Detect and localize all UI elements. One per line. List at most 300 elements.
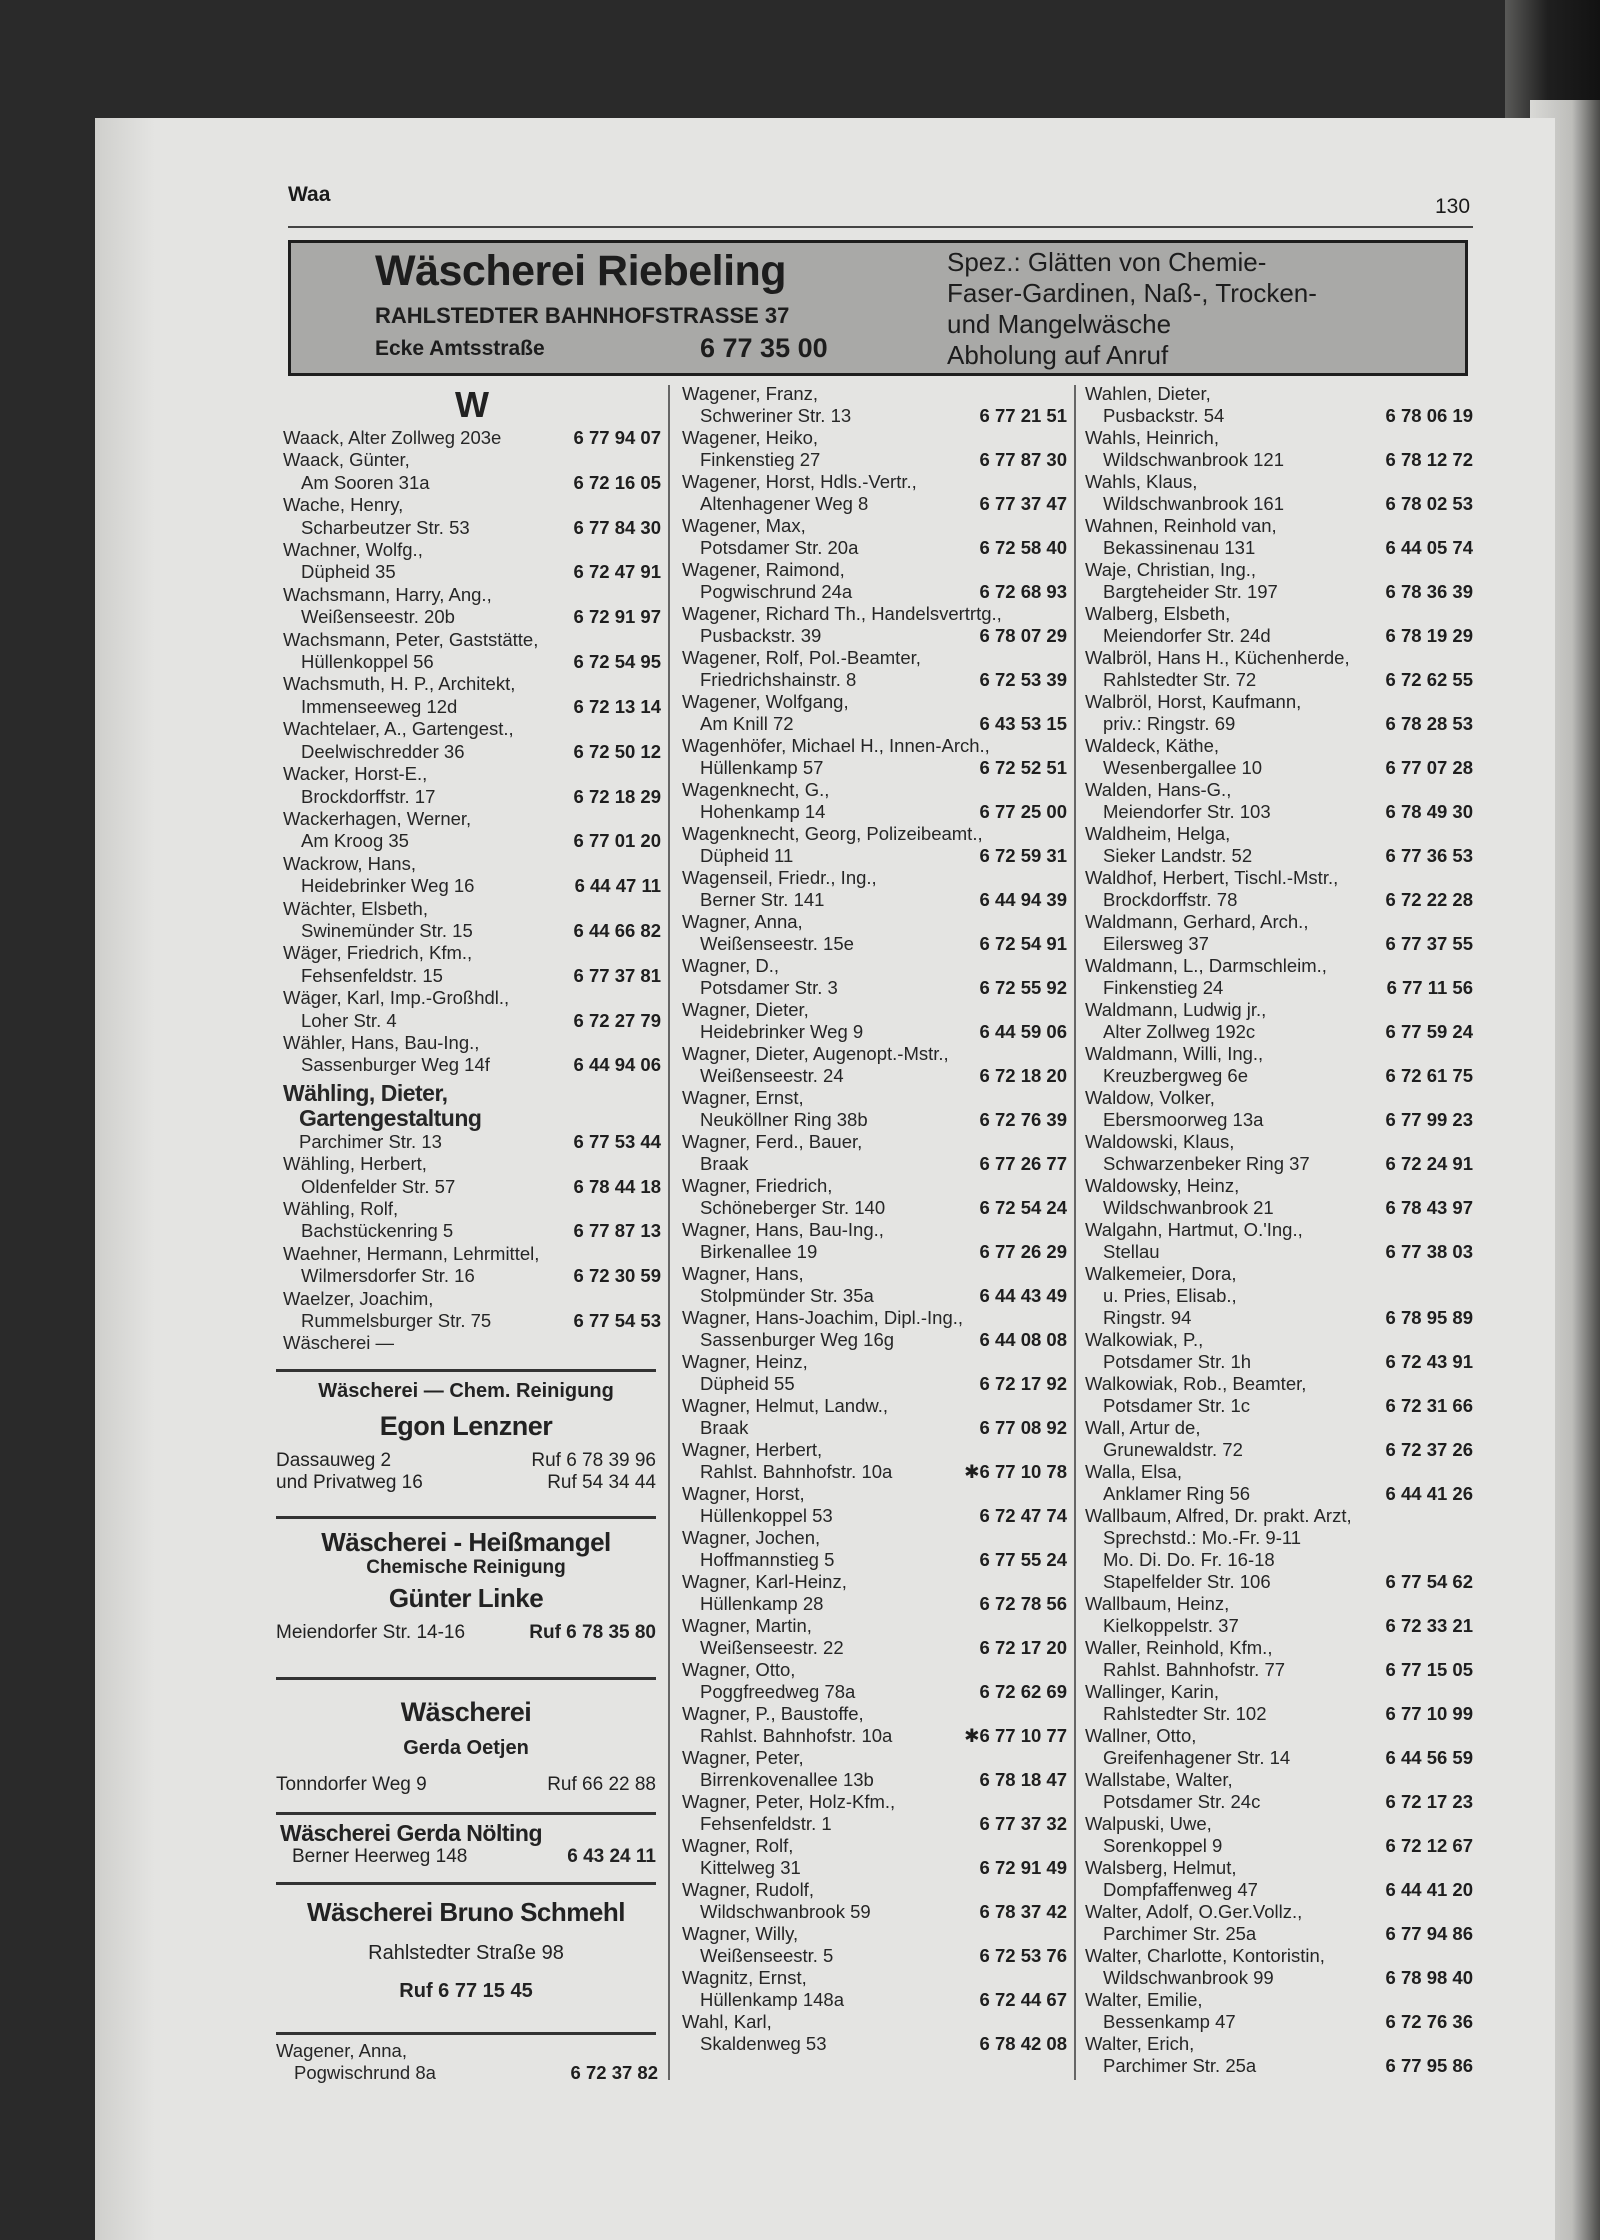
listing-entry: [283, 987, 661, 1032]
listing-entry: [1085, 1813, 1473, 1857]
entry-name: Wagner, Dieter, Augenopt.-Mstr.,: [682, 1043, 949, 1064]
entry-phone: 6 72 43 91: [1385, 1351, 1473, 1372]
entry-phone: 6 44 08 08: [979, 1329, 1067, 1350]
listing-entry: [283, 449, 661, 494]
entry-name: Wagner, Jochen,: [682, 1527, 821, 1548]
listing-entry: [1085, 1725, 1473, 1769]
listing-entry: [1085, 1945, 1473, 1989]
banner-ad: [288, 240, 1468, 376]
listing-entry: [283, 763, 661, 808]
banner-spec-line: Faser-Gardinen, Naß-, Trocken-: [947, 278, 1317, 308]
ad-schmehl: [276, 1896, 656, 2006]
ad-rule: [276, 1812, 656, 1815]
entry-name: Wagner, Willy,: [682, 1923, 799, 1944]
entry-name: Wähler, Hans, Bau-Ing.,: [283, 1031, 480, 1053]
entry-phone: 6 72 53 76: [979, 1945, 1067, 1966]
ad-address: Tonndorfer Weg 9: [276, 1774, 427, 1795]
listing-entry: [283, 1332, 661, 1354]
listing-entry: [682, 911, 1067, 955]
entry-address: Wildschwanbrook 161: [1103, 493, 1284, 514]
entry-address: Pusbackstr. 39: [700, 625, 822, 646]
entry-phone: 6 72 18 20: [979, 1065, 1067, 1086]
entry-name: Wagner, Helmut, Landw.,: [682, 1395, 889, 1416]
entry-name: Wagner, Dieter,: [682, 999, 809, 1020]
entry-name: Wache, Henry,: [283, 494, 404, 516]
entry-address: Wildschwanbrook 59: [700, 1901, 871, 1922]
entry-phone: 6 77 07 28: [1385, 757, 1473, 778]
listing-entry: [682, 1615, 1067, 1659]
entry-phone: 6 78 36 39: [1385, 581, 1473, 602]
entry-name: Wagner, Rudolf,: [682, 1879, 814, 1900]
entry-phone: 6 78 12 72: [1385, 449, 1473, 470]
entry-phone: 6 43 53 15: [979, 713, 1067, 734]
entry-name: Wagner, Hans, Bau-Ing.,: [682, 1219, 884, 1240]
entry-name: Walgahn, Hartmut, O.'Ing.,: [1085, 1219, 1303, 1240]
listing-entry: [682, 1131, 1067, 1175]
entry-name: Wagner, Otto,: [682, 1659, 796, 1680]
entry-name: Wagener, Max,: [682, 515, 806, 536]
entry-name: Wahlen, Dieter,: [1085, 383, 1211, 404]
listing-entry: [682, 427, 1067, 471]
listing-entry: [283, 427, 661, 449]
listing-entry: [682, 647, 1067, 691]
entry-address: Rahlstedter Str. 72: [1103, 669, 1257, 690]
entry-name: Waack, Alter Zollweg 203e: [283, 427, 502, 448]
ad-phone: Ruf 6 77 15 45: [399, 1980, 533, 2002]
entry-phone: 6 72 55 92: [979, 977, 1067, 998]
entry-name: Wall, Artur de,: [1085, 1417, 1201, 1438]
listing-entry: [682, 735, 1067, 779]
entry-name: Waller, Reinhold, Kfm.,: [1085, 1637, 1273, 1658]
listing-entry: [283, 898, 661, 943]
entry-phone: 6 77 01 20: [573, 830, 661, 852]
entry-phone: 6 78 44 18: [573, 1175, 661, 1197]
entry-name: Wachsmuth, H. P., Architekt,: [283, 673, 516, 695]
entry-address: Schweriner Str. 13: [700, 405, 852, 426]
column-1: [283, 383, 661, 1355]
listing-entry: [682, 1835, 1067, 1879]
entry-trade: Gartengestaltung: [299, 1105, 482, 1131]
entry-name: Wallinger, Karin,: [1085, 1681, 1220, 1702]
listing-entry: [682, 779, 1067, 823]
entry-name: Wagner, Friedrich,: [682, 1175, 833, 1196]
entry-address: Kielkoppelstr. 37: [1103, 1615, 1239, 1636]
column-rule: [668, 385, 670, 2080]
entry-name: Walla, Elsa,: [1085, 1461, 1182, 1482]
entry-name: Wackerhagen, Werner,: [283, 807, 472, 829]
entry-phone: 6 72 13 14: [573, 695, 661, 717]
entry-phone: 6 44 59 06: [979, 1021, 1067, 1042]
entry-address: Brockdorffstr. 78: [1103, 889, 1238, 910]
ad-name: Gerda Oetjen: [403, 1737, 529, 1759]
entry-address: Weißenseestr. 20b: [301, 606, 455, 628]
listing-entry: [682, 691, 1067, 735]
listing-entry: [682, 1879, 1067, 1923]
entry-address: Kittelweg 31: [700, 1857, 801, 1878]
entry-phone: 6 72 91 49: [979, 1857, 1067, 1878]
entry-phone: 6 77 84 30: [573, 516, 661, 538]
entry-address: Pogwischrund 8a: [294, 2062, 436, 2084]
entry-name: Waldeck, Käthe,: [1085, 735, 1220, 756]
ad-title: Wäscherei Bruno Schmehl: [307, 1897, 625, 1927]
column-3: [1085, 383, 1473, 2077]
entry-phone: 6 77 87 30: [979, 449, 1067, 470]
column-1-tail: [276, 2040, 658, 2085]
listing-entry: [1085, 1373, 1473, 1417]
entry-phone: 6 72 78 56: [979, 1593, 1067, 1614]
listing-entry: [1085, 1175, 1473, 1219]
entry-address: Scharbeutzer Str. 53: [301, 516, 470, 538]
listing-entry: [1085, 1681, 1473, 1725]
entry-address: Ebersmoorweg 13a: [1103, 1109, 1264, 1130]
listing-entry: [682, 1043, 1067, 1087]
ad-phone: 6 43 24 11: [567, 1846, 656, 1867]
entry-address: Neuköllner Ring 38b: [700, 1109, 868, 1130]
entry-phone: 6 77 37 55: [1385, 933, 1473, 954]
entry-address: Weißenseestr. 15e: [700, 933, 854, 954]
entry-name: Wachsmann, Harry, Ang.,: [283, 583, 492, 605]
listing-entry: [1085, 1219, 1473, 1263]
ad-rule: [276, 1516, 656, 1519]
listing-entry: [1085, 2033, 1473, 2077]
entry-name: Waldowski, Klaus,: [1085, 1131, 1235, 1152]
entry-name: Wagner, Anna,: [682, 911, 803, 932]
listing-entry: [283, 629, 661, 674]
ad-address: Dassauweg 2: [276, 1450, 392, 1471]
entry-name: Wagener, Franz,: [682, 383, 819, 404]
ad-phone: Ruf 6 78 39 96: [531, 1450, 656, 1471]
entry-name: Wahls, Heinrich,: [1085, 427, 1219, 448]
ad-address: Rahlstedter Straße 98: [368, 1942, 564, 1964]
entry-address: Stellau: [1103, 1241, 1160, 1262]
entry-name: Wagner, Peter, Holz-Kfm.,: [682, 1791, 896, 1812]
entry-phone: 6 77 37 47: [979, 493, 1067, 514]
entry-name: Wachsmann, Peter, Gaststätte,: [283, 628, 539, 650]
entry-name: Wagenknecht, G.,: [682, 779, 830, 800]
entry-address: Sorenkoppel 9: [1103, 1835, 1223, 1856]
entry-name: Wähling, Rolf,: [283, 1198, 399, 1219]
entry-phone: 6 44 56 59: [1385, 1747, 1473, 1768]
entry-phone: 6 77 10 99: [1385, 1703, 1473, 1724]
entry-phone: 6 72 54 95: [573, 651, 661, 673]
listing-entry: [682, 1967, 1067, 2011]
entry-name: Wallstabe, Walter,: [1085, 1769, 1233, 1790]
entry-address: Am Kroog 35: [301, 830, 409, 852]
entry-name: Walkemeier, Dora,: [1085, 1263, 1237, 1284]
entry-address: Anklamer Ring 56: [1103, 1483, 1251, 1504]
entry-name: Walter, Erich,: [1085, 2033, 1195, 2054]
listing-entry: [682, 559, 1067, 603]
entry-name: Wachtelaer, A., Gartengest.,: [283, 718, 514, 740]
listing-entry: [1085, 383, 1473, 427]
entry-phone: 6 77 26 29: [979, 1241, 1067, 1262]
entry-name: Wagener, Heiko,: [682, 427, 819, 448]
listing-entry: [1085, 1637, 1473, 1681]
entry-address: Hüllenkamp 148a: [700, 1989, 844, 2010]
entry-address: Alter Zollweg 192c: [1103, 1021, 1256, 1042]
entry-name: Wagnitz, Ernst,: [682, 1967, 807, 1988]
ad-oetjen: [276, 1695, 656, 1797]
entry-phone: 6 72 24 91: [1385, 1153, 1473, 1174]
entry-address: Bargteheider Str. 197: [1103, 581, 1278, 602]
entry-phone: 6 77 54 62: [1385, 1571, 1473, 1592]
listing-entry: [1085, 999, 1473, 1043]
entry-address: Hüllenkoppel 56: [301, 651, 434, 673]
entry-name: Wähling, Dieter,: [283, 1080, 448, 1106]
entry-name: Wagener, Richard Th., Handelsvertrtg.,: [682, 603, 1002, 624]
listing-entry: [682, 515, 1067, 559]
entry-phone: 6 77 36 53: [1385, 845, 1473, 866]
listing-entry: [1085, 1901, 1473, 1945]
listing-entry: [682, 1527, 1067, 1571]
entry-address: Meiendorfer Str. 103: [1103, 801, 1271, 822]
entry-phone: 6 44 05 74: [1385, 537, 1473, 558]
entry-phone: 6 72 37 26: [1385, 1439, 1473, 1460]
banner-spec-line: Abholung auf Anruf: [947, 340, 1169, 370]
listing-entry: [682, 1351, 1067, 1395]
ad-phone: Ruf 6 78 35 80: [529, 1622, 656, 1643]
entry-address: Immenseeweg 12d: [301, 695, 458, 717]
entry-name: Wagner, Karl-Heinz,: [682, 1571, 847, 1592]
entry-phone: 6 72 59 31: [979, 845, 1067, 866]
entry-address: Birkenallee 19: [700, 1241, 818, 1262]
entry-address: Parchimer Str. 25a: [1103, 2055, 1257, 2076]
listing-entry: [283, 853, 661, 898]
entry-address: Parchimer Str. 13: [299, 1130, 442, 1152]
entry-address: Rahlst. Bahnhofstr. 77: [1103, 1659, 1286, 1680]
entry-phone: 6 44 47 11: [574, 875, 661, 897]
entry-address: Stolpmünder Str. 35a: [700, 1285, 874, 1306]
entry-phone: 6 72 91 97: [573, 606, 661, 628]
listing-entry: [1085, 559, 1473, 603]
entry-address: Fehsenfeldstr. 15: [301, 964, 443, 986]
listing-entry: [682, 823, 1067, 867]
ad-name: Egon Lenzner: [379, 1411, 553, 1441]
entry-address: Potsdamer Str. 20a: [700, 537, 859, 558]
entry-phone: 6 78 37 42: [979, 1901, 1067, 1922]
ad-address: Meiendorfer Str. 14-16: [276, 1622, 466, 1643]
listing-entry: [682, 1395, 1067, 1439]
entry-address: Birrenkovenallee 13b: [700, 1769, 874, 1790]
entry-address: Hohenkamp 14: [700, 801, 826, 822]
entry-address: Skaldenweg 53: [700, 2033, 827, 2054]
entry-phone: 6 44 66 82: [573, 919, 661, 941]
listing-entry: [283, 1243, 661, 1288]
entry-phone: 6 72 16 05: [573, 471, 661, 493]
entry-phone: 6 78 06 19: [1385, 405, 1473, 426]
entry-phone: 6 72 27 79: [573, 1009, 661, 1031]
listing-entry: [283, 1081, 661, 1153]
entry-phone: 6 72 17 20: [979, 1637, 1067, 1658]
entry-phone: 6 72 30 59: [573, 1265, 661, 1287]
listing-entry: [283, 808, 661, 853]
entry-phone: ✱6 77 10 78: [964, 1461, 1067, 1482]
entry-address: priv.: Ringstr. 69: [1103, 713, 1236, 734]
entry-phone: 6 78 07 29: [979, 625, 1067, 646]
ad-address: und Privatweg 16: [276, 1472, 423, 1493]
entry-name: Wagner, D.,: [682, 955, 779, 976]
listing-entry: [283, 1153, 661, 1198]
entry-phone: 6 77 08 92: [979, 1417, 1067, 1438]
column-1-entries: [283, 427, 661, 1077]
banner-phone: 6 77 35 00: [700, 333, 828, 363]
ad-noelting: [276, 1820, 656, 1868]
listing-entry: [682, 1307, 1067, 1351]
listing-entry: [1085, 647, 1473, 691]
entry-name: Wallner, Otto,: [1085, 1725, 1197, 1746]
banner-spec: [947, 247, 1317, 371]
entry-address: Altenhagener Weg 8: [700, 493, 869, 514]
entry-address: Sprechstd.: Mo.-Fr. 9-11: [1103, 1527, 1302, 1548]
entry-name: Walter, Adolf, O.Ger.Vollz.,: [1085, 1901, 1303, 1922]
entry-name: Waldow, Volker,: [1085, 1087, 1215, 1108]
entry-phone: 6 72 53 39: [979, 669, 1067, 690]
entry-phone: 6 77 95 86: [1385, 2055, 1473, 2076]
entry-name: Wagenknecht, Georg, Polizeibeamt.,: [682, 823, 983, 844]
entry-phone: 6 78 95 89: [1385, 1307, 1473, 1328]
entry-name: Waldowsky, Heinz,: [1085, 1175, 1240, 1196]
ad-phone: Ruf 66 22 88: [547, 1774, 656, 1795]
entry-address: Potsdamer Str. 1h: [1103, 1351, 1252, 1372]
listing-entry: [1085, 955, 1473, 999]
entry-address: Potsdamer Str. 3: [700, 977, 838, 998]
listing-entry: [1085, 823, 1473, 867]
banner-spec-line: und Mangelwäsche: [947, 309, 1172, 339]
listing-entry: [1085, 1461, 1473, 1505]
listing-entry: [283, 1288, 661, 1333]
entry-name: Waldmann, Ludwig jr.,: [1085, 999, 1267, 1020]
entry-name: Walsberg, Helmut,: [1085, 1857, 1237, 1878]
ad-name: Günter Linke: [388, 1583, 544, 1613]
listing-entry: [1085, 735, 1473, 779]
entry-address: Eilersweg 37: [1103, 933, 1209, 954]
entry-address: Wesenbergallee 10: [1103, 757, 1263, 778]
entry-phone: 6 77 21 51: [979, 405, 1067, 426]
entry-address: Bachstückenring 5: [301, 1220, 454, 1242]
entry-name: Waehner, Hermann, Lehrmittel,: [283, 1242, 540, 1264]
entry-name: Wahls, Klaus,: [1085, 471, 1198, 492]
entry-name: Wachner, Wolfg.,: [283, 539, 423, 561]
listing-entry: [682, 603, 1067, 647]
entry-address: Wildschwanbrook 121: [1103, 449, 1284, 470]
entry-phone: 6 77 38 03: [1385, 1241, 1473, 1262]
listing-entry: [1085, 1131, 1473, 1175]
ad-title: Wäscherei Gerda Nölting: [280, 1820, 543, 1846]
entry-address: Berner Str. 141: [700, 889, 825, 910]
entry-phone: 6 72 52 51: [979, 757, 1067, 778]
entry-address: Greifenhagener Str. 14: [1103, 1747, 1291, 1768]
entry-phone: 6 77 55 24: [979, 1549, 1067, 1570]
listing-entry: [682, 955, 1067, 999]
entry-address: Heidebrinker Weg 16: [301, 875, 475, 897]
entry-address: Meiendorfer Str. 24d: [1103, 625, 1271, 646]
entry-address: Weißenseestr. 24: [700, 1065, 844, 1086]
entry-phone: 6 78 43 97: [1385, 1197, 1473, 1218]
entry-phone: 6 72 54 24: [979, 1197, 1067, 1218]
entry-name: Waelzer, Joachim,: [283, 1287, 434, 1309]
entry-name: Waldhof, Herbert, Tischl.-Mstr.,: [1085, 867, 1339, 888]
entry-name: Wagener, Horst, Hdls.-Vertr.,: [682, 471, 917, 492]
listing-entry: [283, 494, 661, 539]
listing-entry: [283, 539, 661, 584]
entry-address: Düpheid 35: [301, 561, 396, 583]
entry-address: Wilmersdorfer Str. 16: [301, 1265, 475, 1287]
entry-name: Walter, Charlotte, Kontoristin,: [1085, 1945, 1325, 1966]
column-2: [682, 383, 1067, 2055]
entry-phone: 6 72 31 66: [1385, 1395, 1473, 1416]
entry-address: Potsdamer Str. 24c: [1103, 1791, 1261, 1812]
listing-entry: [682, 1791, 1067, 1835]
entry-phone: 6 72 17 92: [979, 1373, 1067, 1394]
listing-entry: [682, 867, 1067, 911]
entry-phone: 6 78 02 53: [1385, 493, 1473, 514]
entry-phone: 6 72 54 91: [979, 933, 1067, 954]
entry-name: Waack, Günter,: [283, 449, 410, 471]
entry-phone: 6 77 94 86: [1385, 1923, 1473, 1944]
banner-spec-line: Spez.: Glätten von Chemie-: [947, 247, 1267, 277]
entry-address: Finkenstieg 24: [1103, 977, 1224, 998]
entry-name: Waje, Christian, Ing.,: [1085, 559, 1257, 580]
listing-entry: [1085, 1263, 1473, 1329]
entry-address: Kreuzbergweg 6e: [1103, 1065, 1249, 1086]
entry-address: Hüllenkamp 28: [700, 1593, 824, 1614]
entry-phone: 6 77 11 56: [1386, 977, 1473, 998]
entry-address: Hoffmannstieg 5: [700, 1549, 835, 1570]
entry-name: Walpuski, Uwe,: [1085, 1813, 1212, 1834]
entry-address: Am Sooren 31a: [301, 471, 430, 493]
entry-name: Wagener, Rolf, Pol.-Beamter,: [682, 647, 921, 668]
entry-address: Am Knill 72: [700, 713, 794, 734]
entry-address: Rahlstedter Str. 102: [1103, 1703, 1267, 1724]
listing-entry: [1085, 1043, 1473, 1087]
entry-phone: 6 77 37 81: [573, 964, 661, 986]
listing-entry: [283, 673, 661, 718]
entry-address: Swinemünder Str. 15: [301, 919, 473, 941]
entry-phone: 6 44 41 26: [1385, 1483, 1473, 1504]
listing-entry: [283, 942, 661, 987]
ad-title: Wäscherei - Heißmangel: [321, 1527, 611, 1557]
entry-name: Wagenseil, Friedr., Ing.,: [682, 867, 877, 888]
listing-entry: [682, 1923, 1067, 1967]
entry-address: Grunewaldstr. 72: [1103, 1439, 1243, 1460]
entry-address: Fehsenfeldstr. 1: [700, 1813, 832, 1834]
entry-phone: 6 72 44 67: [979, 1989, 1067, 2010]
listing-entry: [1085, 471, 1473, 515]
entry-phone: 6 72 22 28: [1385, 889, 1473, 910]
entry-phone: 6 77 53 44: [573, 1130, 661, 1152]
entry-address: Rahlst. Bahnhofstr. 10a: [700, 1725, 893, 1746]
entry-name: Waldheim, Helga,: [1085, 823, 1231, 844]
listing-entry: [1085, 867, 1473, 911]
entry-address: Ringstr. 94: [1103, 1307, 1192, 1328]
listing-entry: [283, 584, 661, 629]
entry-address: Pusbackstr. 54: [1103, 405, 1225, 426]
entry-address: Poggfreedweg 78a: [700, 1681, 856, 1702]
listing-entry: [682, 2011, 1067, 2055]
entry-phone: 6 77 26 77: [979, 1153, 1067, 1174]
entry-name: Walter, Emilie,: [1085, 1989, 1203, 2010]
page-edge: [95, 118, 155, 2240]
ad-title: Wäscherei — Chem. Reinigung: [318, 1380, 614, 1402]
entry-name: Wäscherei —: [283, 1332, 395, 1354]
entry-name: Wagener, Raimond,: [682, 559, 845, 580]
listing-entry: [1085, 1857, 1473, 1901]
entry-phone: 6 72 62 55: [1385, 669, 1473, 690]
running-header: Waa: [288, 183, 331, 206]
entry-address: Rahlst. Bahnhofstr. 10a: [700, 1461, 893, 1482]
ad-subtitle: Chemische Reinigung: [366, 1557, 566, 1578]
entry-address: Sassenburger Weg 16g: [700, 1329, 895, 1350]
